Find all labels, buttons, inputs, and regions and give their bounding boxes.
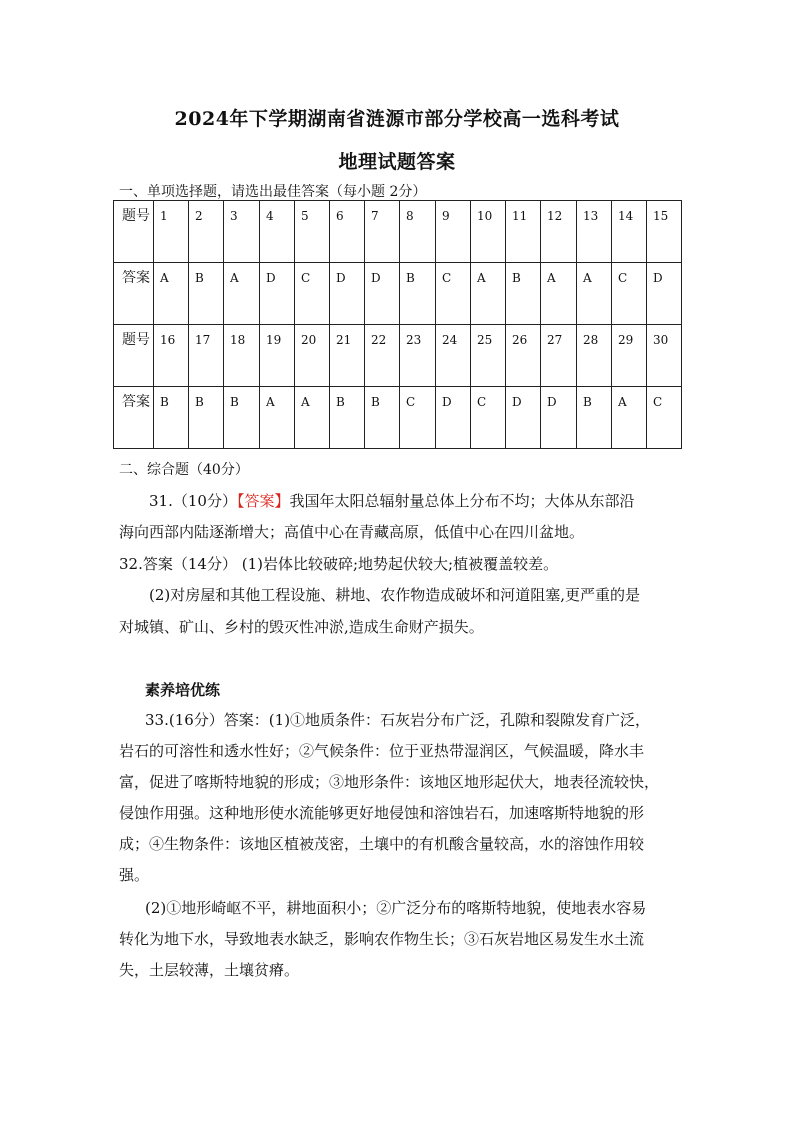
row-label: 答案 (114, 387, 154, 449)
answer-cell: 30 (647, 325, 682, 387)
answer-cell: 3 (224, 201, 260, 263)
row-label: 答案 (114, 263, 154, 325)
q32-line2: (2)对房屋和其他工程设施、耕地、农作物造成破坏和河道阻塞,更严重的是 (149, 586, 641, 604)
answer-cell: 20 (295, 325, 330, 387)
answer-cell: D (541, 387, 577, 449)
answer-cell: D (436, 387, 471, 449)
answer-cell: B (365, 387, 400, 449)
answer-cell: 24 (436, 325, 471, 387)
q33-line: 转化为地下水，导致地表水缺乏，影响农作物生长；③石灰岩地区易发生水土流 (119, 930, 645, 948)
answer-cell: 4 (260, 201, 295, 263)
answer-table-row (114, 387, 682, 449)
q31-line1 (149, 490, 634, 511)
answer-cell: C (295, 263, 330, 325)
answer-cell: 6 (330, 201, 365, 263)
answer-cell: 13 (577, 201, 612, 263)
q31-prefix: 31.（10分） (149, 492, 237, 510)
answer-cell: B (330, 387, 365, 449)
answer-cell: D (330, 263, 365, 325)
q33-line: 成；④生物条件：该地区植被茂密，土壤中的有机酸含量较高，水的溶蚀作用较 (119, 835, 645, 853)
q33-line: 失，土层较薄，土壤贫瘠。 (119, 961, 300, 979)
q32-line1: 32.答案（14分） (1)岩体比较破碎;地势起伏较大;植被覆盖较差。 (119, 555, 559, 573)
answer-cell: B (154, 387, 189, 449)
answer-cell: 18 (224, 325, 260, 387)
answer-cell: D (365, 263, 400, 325)
row-label: 题号 (114, 325, 154, 387)
q33-line: 33.(16分）答案：(1)①地质条件：石灰岩分布广泛，孔隙和裂隙发育广泛， (145, 711, 651, 729)
answer-cell: A (260, 387, 295, 449)
answer-cell: C (400, 387, 436, 449)
answer-cell: D (260, 263, 295, 325)
answer-cell: 21 (330, 325, 365, 387)
answer-cell: 10 (471, 201, 506, 263)
q31-text: 我国年太阳总辐射量总体上分布不均；大体从东部沿 (289, 492, 635, 510)
page-title: 2024年下学期湖南省涟源市部分学校高一选科考试 (174, 108, 620, 130)
q31-answer-tag: 【答案】 (236, 492, 290, 510)
answer-cell: B (189, 263, 224, 325)
answer-table (113, 200, 682, 449)
q33-line: 岩石的可溶性和透水性好；②气候条件：位于亚热带湿润区，气候温暖，降水丰 (119, 742, 645, 760)
answer-cell: 22 (365, 325, 400, 387)
row-label: 题号 (114, 201, 154, 263)
answer-cell: B (506, 263, 541, 325)
q33-line: 强。 (119, 866, 150, 884)
answer-cell: A (577, 263, 612, 325)
answer-cell: A (295, 387, 330, 449)
answer-cell: C (647, 387, 682, 449)
answer-cell: B (577, 387, 612, 449)
answer-cell: 1 (154, 201, 189, 263)
answer-cell: A (154, 263, 189, 325)
answer-cell: 9 (436, 201, 471, 263)
answer-cell: 16 (154, 325, 189, 387)
answer-cell: 26 (506, 325, 541, 387)
practice-heading: 素养培优练 (145, 681, 221, 699)
answer-cell: A (612, 387, 647, 449)
answer-table-row (114, 263, 682, 325)
answer-cell: A (224, 263, 260, 325)
q32-line3: 对城镇、矿山、乡村的毁灭性冲淤,造成生命财产损失。 (119, 618, 484, 636)
page-subtitle: 地理试题答案 (338, 151, 456, 173)
section1-heading: 一、单项选择题，请选出最佳答案（每小题 2分） (119, 184, 427, 200)
answer-cell: 8 (400, 201, 436, 263)
answer-cell: D (647, 263, 682, 325)
q31-line2: 海向西部内陆逐渐增大；高值中心在青藏高原，低值中心在四川盆地。 (119, 523, 585, 541)
answer-table-row (114, 325, 682, 387)
answer-cell: 28 (577, 325, 612, 387)
answer-cell: B (189, 387, 224, 449)
answer-cell: 27 (541, 325, 577, 387)
answer-cell: A (541, 263, 577, 325)
answer-table-row (114, 201, 682, 263)
answer-cell: C (471, 387, 506, 449)
q33-line: 侵蚀作用强。这种地形使水流能够更好地侵蚀和溶蚀岩石，加速喀斯特地貌的形 (119, 804, 645, 822)
answer-cell: B (400, 263, 436, 325)
q33-line: 富，促进了喀斯特地貌的形成；③地形条件：该地区地形起伏大，地表径流较快， (119, 773, 660, 791)
answer-cell: C (612, 263, 647, 325)
answer-cell: 2 (189, 201, 224, 263)
answer-cell: 5 (295, 201, 330, 263)
answer-cell: 11 (506, 201, 541, 263)
answer-cell: 12 (541, 201, 577, 263)
q33-line: (2)①地形崎岖不平，耕地面积小；②广泛分布的喀斯特地貌，使地表水容易 (145, 899, 647, 917)
answer-cell: B (224, 387, 260, 449)
answer-cell: 15 (647, 201, 682, 263)
answer-cell: 7 (365, 201, 400, 263)
answer-cell: 23 (400, 325, 436, 387)
answer-cell: 29 (612, 325, 647, 387)
answer-cell: D (506, 387, 541, 449)
answer-cell: 25 (471, 325, 506, 387)
answer-cell: 19 (260, 325, 295, 387)
answer-cell: 17 (189, 325, 224, 387)
section2-heading: 二、综合题（40分） (119, 462, 249, 478)
answer-cell: 14 (612, 201, 647, 263)
answer-cell: A (471, 263, 506, 325)
answer-cell: C (436, 263, 471, 325)
